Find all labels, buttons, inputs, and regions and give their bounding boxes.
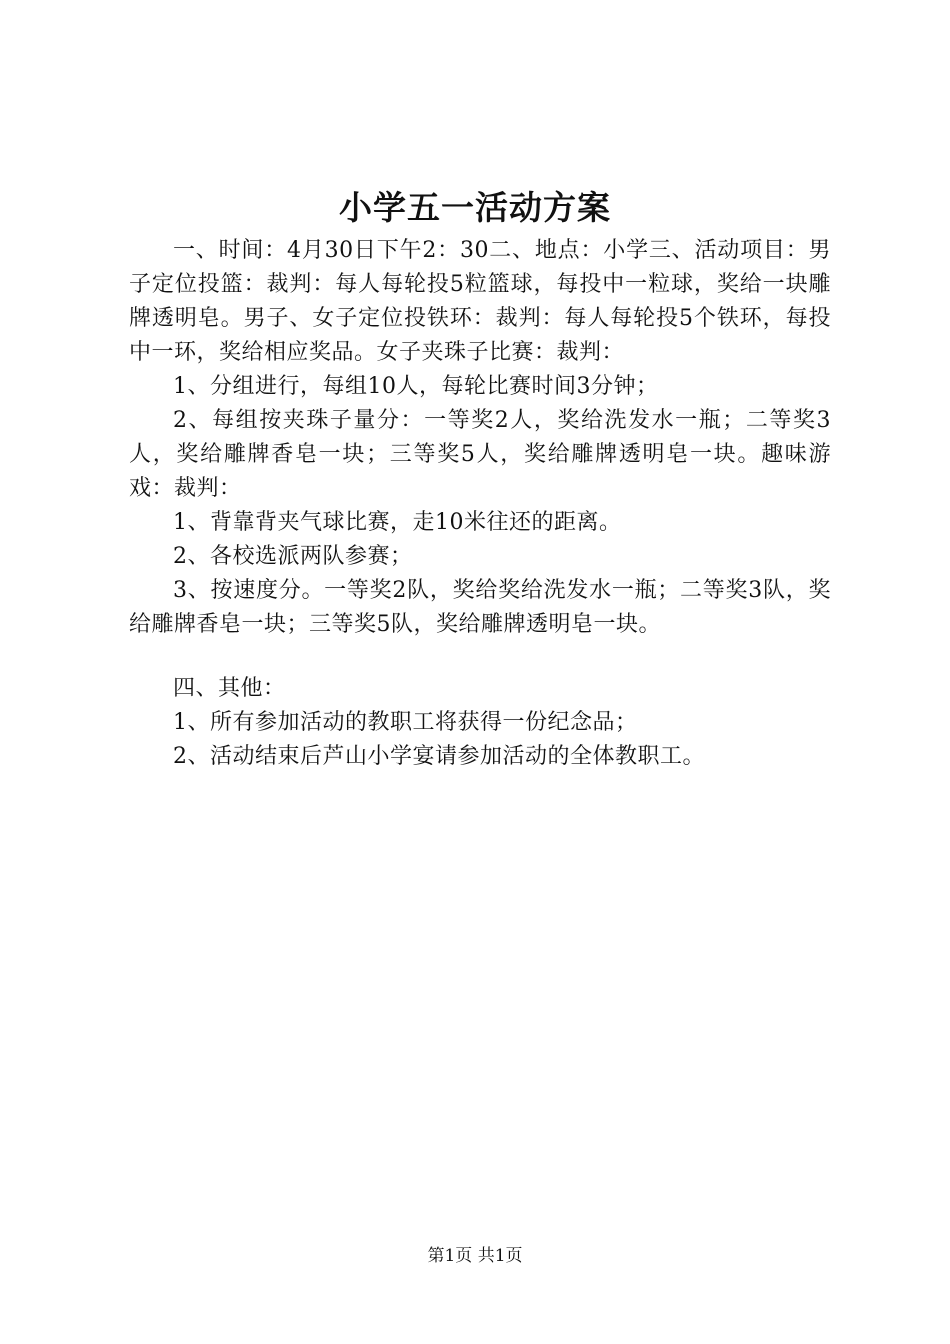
section-gap — [129, 642, 831, 672]
paragraph-intro: 一、时间：4月30日下午2：30二、地点：小学三、活动项目：男子定位投篮：裁判：每人每轮投5粒篮球，每投中一粒球，奖给一块雕牌透明皂。男子、女子定位投铁环：裁判：每人每轮投5个铁环，每投中一环，奖给相应奖品。女子夹珠子比赛：裁判： — [129, 238, 831, 365]
document-body — [129, 234, 831, 774]
paragraph-item: 1、所有参加活动的教职工将获得一份纪念品； — [173, 710, 638, 735]
section-heading-others: 四、其他： — [173, 676, 286, 701]
paragraph-item: 2、每组按夹珠子量分：一等奖2人，奖给洗发水一瓶；二等奖3人，奖给雕牌香皂一块；三等奖5人，奖给雕牌透明皂一块。趣味游戏：裁判： — [129, 408, 831, 501]
paragraph-item: 1、分组进行，每组10人，每轮比赛时间3分钟； — [173, 374, 659, 399]
paragraph-item: 3、按速度分。一等奖2队，奖给奖给洗发水一瓶；二等奖3队，奖给雕牌香皂一块；三等奖5队，奖给雕牌透明皂一块。 — [129, 578, 831, 637]
page-title: 小学五一活动方案 — [339, 188, 611, 227]
paragraph-item: 2、各校选派两队参赛； — [173, 544, 413, 569]
paragraph-item: 2、活动结束后芦山小学宴请参加活动的全体教职工。 — [173, 744, 705, 769]
page-footer: 第1页 共1页 — [427, 1246, 523, 1266]
paragraph-item: 1、背靠背夹气球比赛，走10米往还的距离。 — [173, 510, 622, 535]
